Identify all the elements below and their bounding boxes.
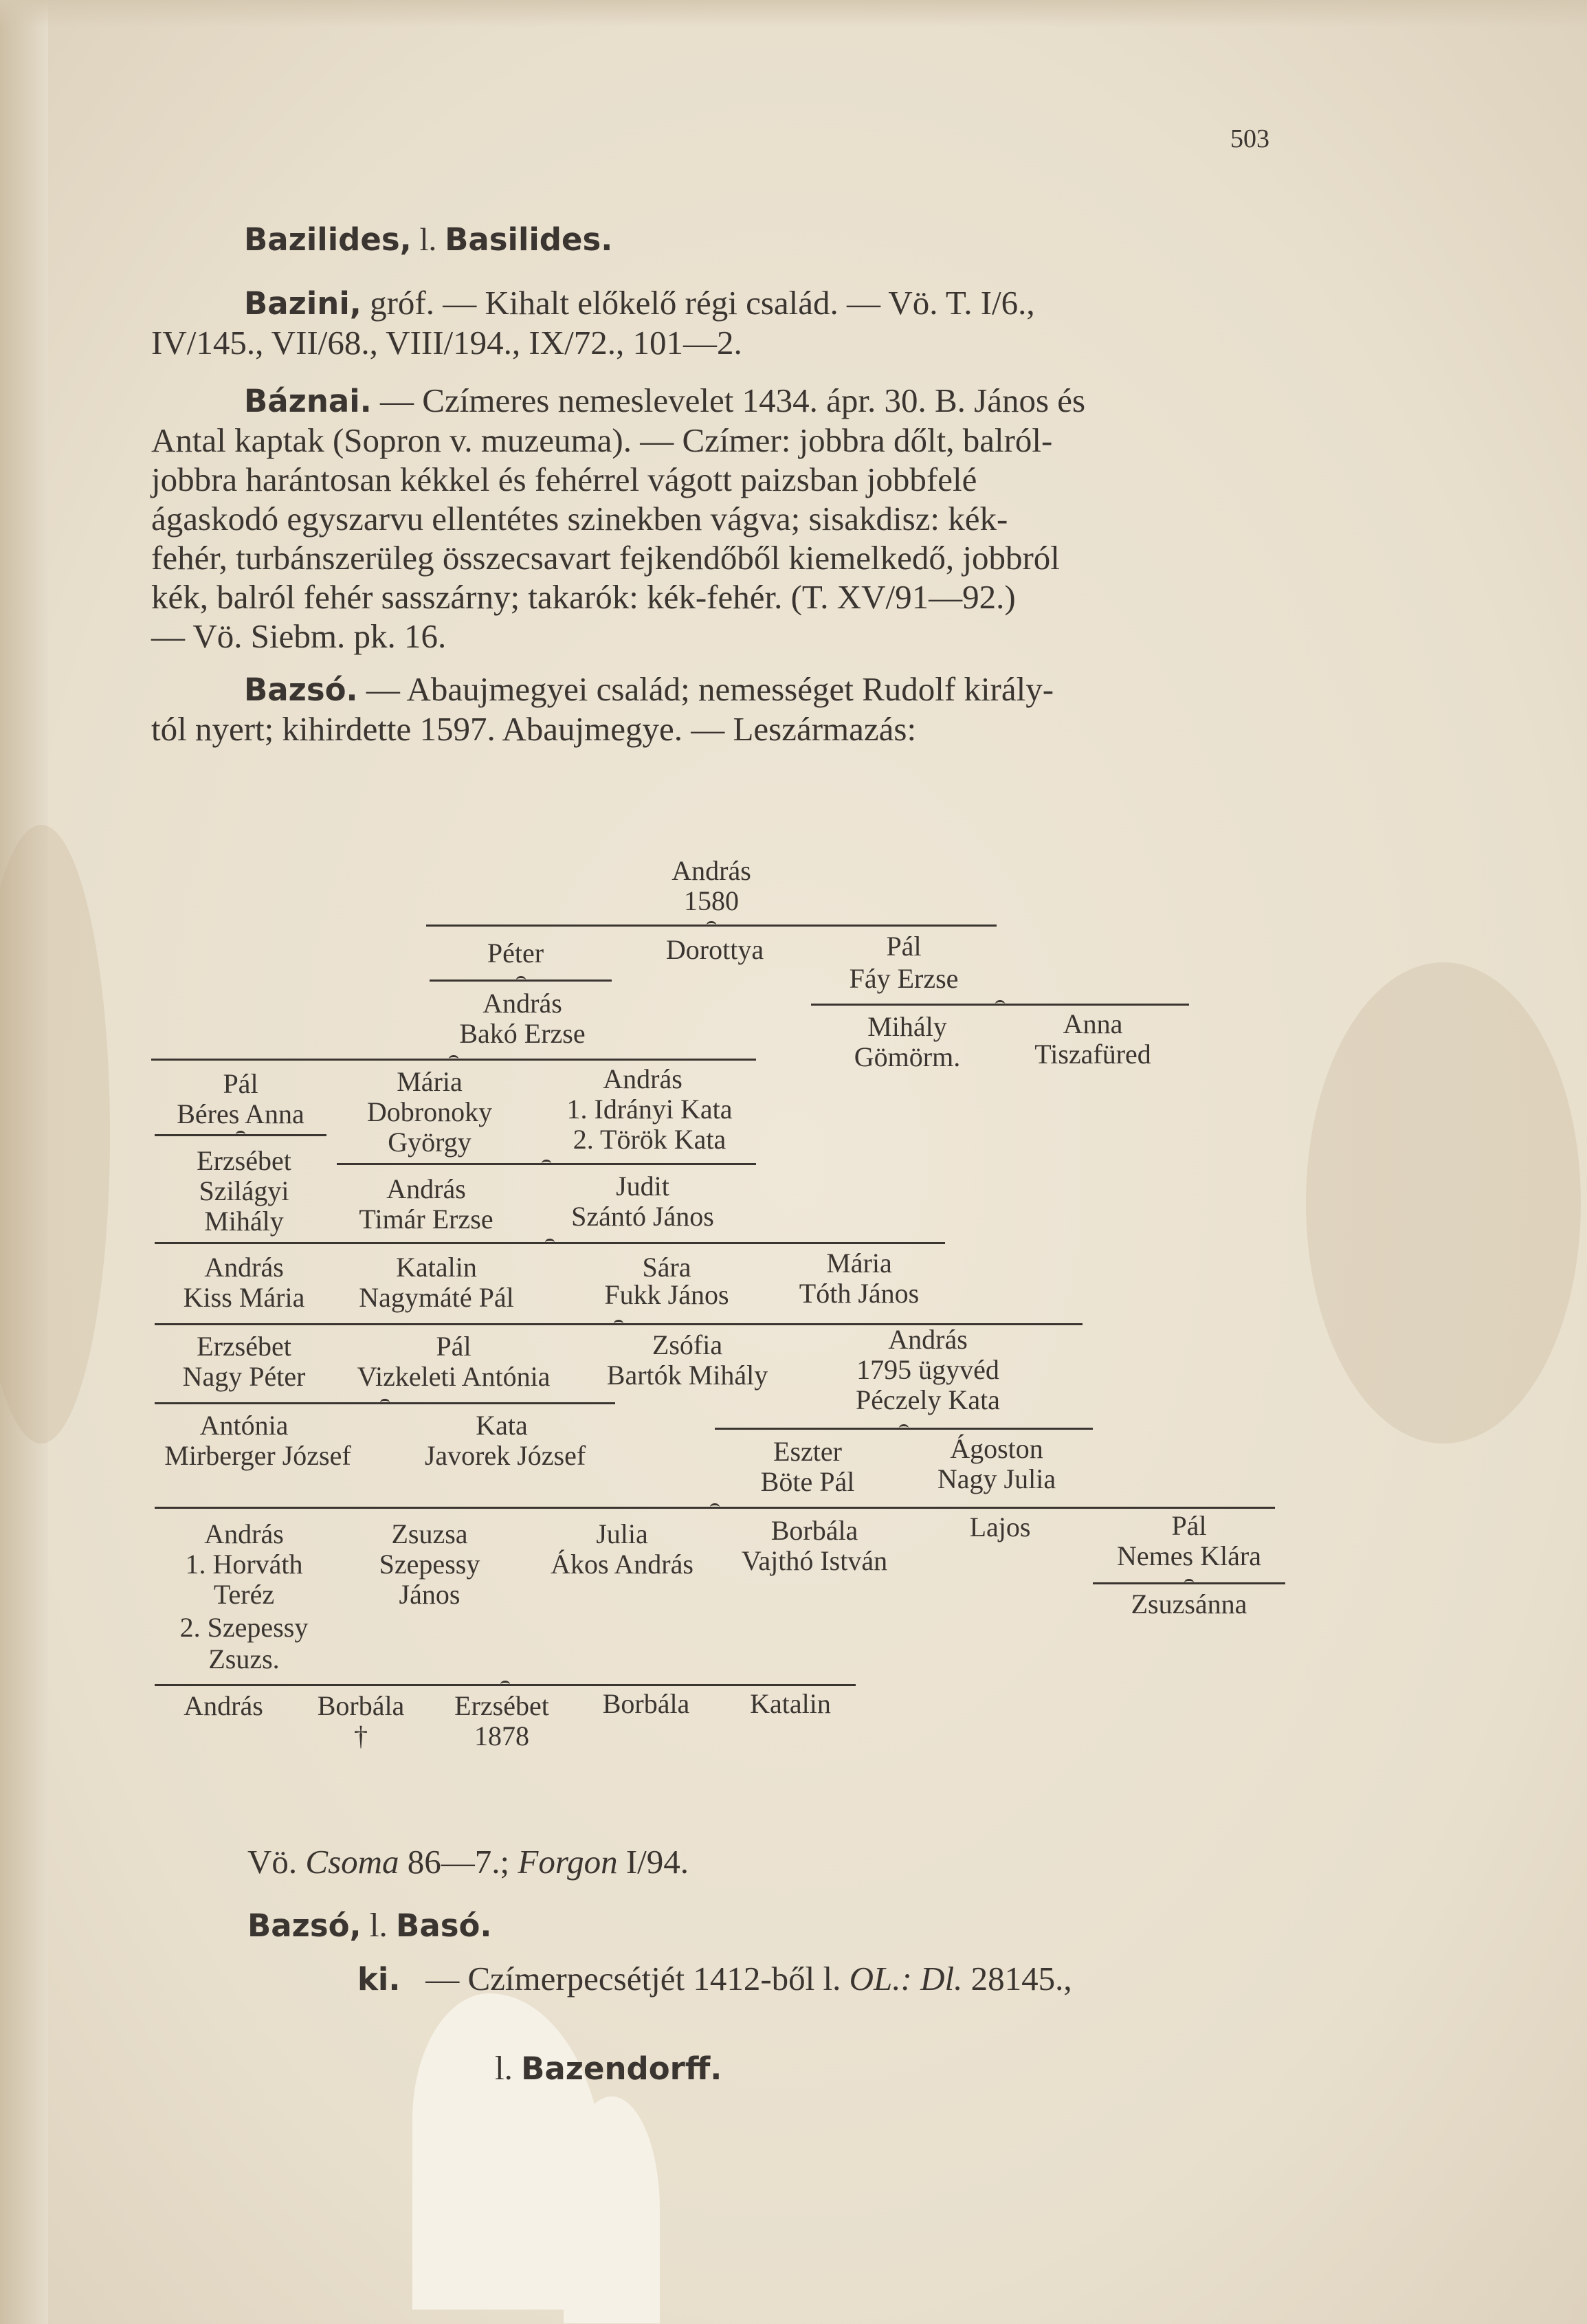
tree-spouse: Nagy Péter <box>182 1361 306 1392</box>
tree-spouse: Mihály <box>204 1206 284 1237</box>
ref-text: 28145., <box>970 1960 1072 1997</box>
tree-person: András <box>603 1063 682 1094</box>
entry-bazso <box>151 669 1285 749</box>
tree-spouse: 2. Török Kata <box>573 1124 726 1155</box>
tree-spouse: Javorek József <box>424 1440 586 1471</box>
tree-date: 1795 ügyvéd <box>856 1354 999 1385</box>
entry-line: kék, balról fehér sasszárny; takarók: kék-fehér. (T. XV/91—92.) <box>151 578 1016 616</box>
entry-czimerpecset <box>357 1959 1072 1998</box>
tree-person: Mihály <box>867 1011 947 1042</box>
tree-person: Zsuzsánna <box>1131 1589 1247 1619</box>
entry-head: Bazilides, <box>244 221 412 258</box>
tree-person: Julia <box>596 1518 648 1549</box>
tree-spouse: Szántó János <box>571 1201 714 1232</box>
tree-bracket <box>151 1059 756 1061</box>
tree-person: Zsófia <box>652 1329 723 1360</box>
entry-bazilides <box>244 220 612 260</box>
tree-bracket <box>715 1428 1093 1430</box>
tree-spouse: Kiss Mária <box>183 1282 305 1313</box>
entry-line: IV/145., VII/68., VIII/194., IX/72., 101—2. <box>151 324 742 362</box>
tree-spouse: Vajthó István <box>741 1545 888 1576</box>
ref-source: Forgon <box>518 1843 618 1881</box>
entry-line: ágaskodó egyszarvu ellentétes szinekben vágva; sisakdisz: kék- <box>151 500 1008 538</box>
entry-see: l. <box>419 222 437 258</box>
paper-tear <box>564 2096 660 2323</box>
tree-person: Lajos <box>969 1512 1031 1542</box>
ref-text: Vö. <box>247 1843 298 1881</box>
tree-place: Gömörm. <box>854 1041 961 1072</box>
tree-person: Borbála <box>602 1688 690 1719</box>
entry-line: tól nyert; kihirdette 1597. Abaujmegye. — Leszármazás: <box>151 710 917 748</box>
tree-place: Tiszafüred <box>1034 1039 1151 1070</box>
tree-bracket <box>811 1004 1189 1006</box>
entry-head: ki. <box>357 1961 401 1997</box>
entry-line: — Vö. Siebm. pk. 16. <box>151 617 447 655</box>
tree-person: Ágoston <box>950 1433 1043 1464</box>
tree-spouse: Szepessy <box>379 1549 480 1580</box>
tree-spouse: Böte Pál <box>760 1466 855 1497</box>
tree-person: András <box>204 1518 284 1549</box>
entry-line: gróf. — Kihalt előkelő régi család. — Vö. T. I/6., <box>370 284 1035 322</box>
tree-person: Pál <box>886 931 922 962</box>
entry-ref: Basilides. <box>445 221 613 258</box>
tree-bracket <box>155 1242 945 1244</box>
entry-line: fehér, turbánszerüleg összecsavart fejkendőből kiemelkedő, jobbról <box>151 539 1060 577</box>
tree-death-mark: † <box>354 1720 368 1751</box>
tree-spouse: Tóth János <box>799 1278 920 1309</box>
entry-see: l. <box>369 1906 388 1944</box>
entry-line: — Abaujmegyei család; nemességet Rudolf király- <box>366 670 1054 708</box>
entry-bazini <box>151 283 1285 362</box>
page-number: 503 <box>1230 124 1269 153</box>
tree-person: András <box>204 1252 284 1283</box>
tree-bracket <box>430 980 612 982</box>
tree-person: Judit <box>616 1171 669 1202</box>
tree-bracket <box>426 925 997 927</box>
tree-spouse: Vizkeleti Antónia <box>357 1361 551 1392</box>
tree-spouse: Nagy Julia <box>937 1463 1056 1494</box>
tree-person: Erzsébet <box>454 1690 549 1721</box>
tree-spouse: Zsuzs. <box>208 1644 280 1674</box>
ref-text: 86—7.; <box>407 1843 510 1881</box>
entry-bazso-see <box>247 1905 492 1945</box>
tree-person: Dorottya <box>665 934 764 965</box>
tree-spouse: Bartók Mihály <box>606 1360 768 1391</box>
tree-spouse: Szilágyi <box>199 1175 289 1206</box>
tree-person: András <box>386 1173 466 1204</box>
entry-see: l. <box>495 2049 513 2087</box>
ref-source: OL.: Dl. <box>849 1960 963 1997</box>
ref-text: I/94. <box>625 1843 689 1881</box>
tree-spouse: Péczely Kata <box>856 1384 1000 1415</box>
reference-line <box>247 1842 689 1881</box>
tree-spouse: 2. Szepessy <box>179 1612 309 1643</box>
entry-line: jobbra harántosan kékkel és fehérrel vágott paizsban jobbfelé <box>151 461 977 498</box>
tree-bracket <box>155 1134 326 1136</box>
tree-person: Erzsébet <box>197 1331 291 1362</box>
tree-bracket <box>337 1163 756 1165</box>
tree-person: Erzsébet <box>197 1145 291 1176</box>
tree-spouse: Nemes Klára <box>1117 1540 1261 1571</box>
tree-person: Pál <box>436 1331 471 1362</box>
entry-head: Báznai. <box>244 383 372 419</box>
tree-bracket <box>155 1402 615 1404</box>
ref-source: Csoma <box>305 1843 399 1881</box>
tree-spouse: Ákos András <box>551 1549 693 1580</box>
tree-spouse: Fukk János <box>604 1279 729 1310</box>
tree-person: András <box>482 988 562 1019</box>
tree-person: Sára <box>642 1252 691 1283</box>
stain <box>0 825 110 1443</box>
tree-person: Pál <box>223 1068 258 1099</box>
tree-date: 1580 <box>684 885 739 916</box>
tree-spouse: Mirberger József <box>164 1440 351 1471</box>
tree-spouse: Teréz <box>213 1579 275 1610</box>
tree-person: András <box>184 1690 263 1721</box>
tree-spouse: 1. Idrányi Kata <box>566 1094 733 1125</box>
entry-bazendorff-see <box>495 2048 722 2088</box>
page-top-shadow <box>0 0 1587 27</box>
entry-line: Antal kaptak (Sopron v. muzeuma). — Czímer: jobbra dőlt, balról- <box>151 421 1053 459</box>
tree-person: Katalin <box>750 1688 831 1719</box>
tree-bracket <box>155 1684 856 1686</box>
tree-spouse: Bakó Erzse <box>459 1018 586 1049</box>
entry-head: Bazsó, <box>247 1907 362 1944</box>
tree-person: Katalin <box>396 1252 477 1283</box>
tree-person: Anna <box>1063 1008 1123 1039</box>
tree-person: Kata <box>476 1410 528 1441</box>
tree-person: Zsuzsa <box>391 1518 468 1549</box>
tree-spouse: György <box>388 1127 471 1158</box>
tree-person: Antónia <box>199 1410 289 1441</box>
entry-head: Bazsó. <box>244 672 358 708</box>
tree-spouse: Fáy Erzse <box>849 963 959 994</box>
tree-bracket <box>155 1507 1275 1509</box>
entry-ref: Basó. <box>396 1907 492 1944</box>
entry-line: — Czímerpecsétjét 1412-ből l. <box>425 1960 841 1997</box>
stain <box>1306 962 1581 1443</box>
entry-baznai <box>151 381 1285 656</box>
tree-person: Péter <box>487 938 544 969</box>
tree-person: András <box>672 855 751 886</box>
tree-person: Mária <box>397 1066 463 1097</box>
tree-person: Mária <box>826 1248 892 1279</box>
tree-bracket <box>1093 1582 1285 1584</box>
tree-spouse: Timár Erzse <box>359 1204 493 1235</box>
tree-spouse: 1. Horváth <box>185 1549 303 1580</box>
tree-person: Pál <box>1171 1510 1207 1541</box>
entry-ref: Bazendorff. <box>521 2050 722 2087</box>
tree-spouse: Béres Anna <box>177 1098 304 1129</box>
tree-person: Borbála <box>770 1515 858 1546</box>
tree-person: Eszter <box>773 1436 842 1467</box>
tree-person: Borbála <box>317 1690 405 1721</box>
tree-person: András <box>888 1324 968 1355</box>
tree-spouse: Dobronoky <box>366 1096 493 1127</box>
tree-spouse: János <box>399 1579 460 1610</box>
entry-line: — Czímeres nemeslevelet 1434. ápr. 30. B. János és <box>380 381 1086 419</box>
entry-head: Bazini, <box>244 285 362 322</box>
tree-date: 1878 <box>474 1720 529 1751</box>
tree-spouse: Nagymáté Pál <box>359 1282 514 1313</box>
